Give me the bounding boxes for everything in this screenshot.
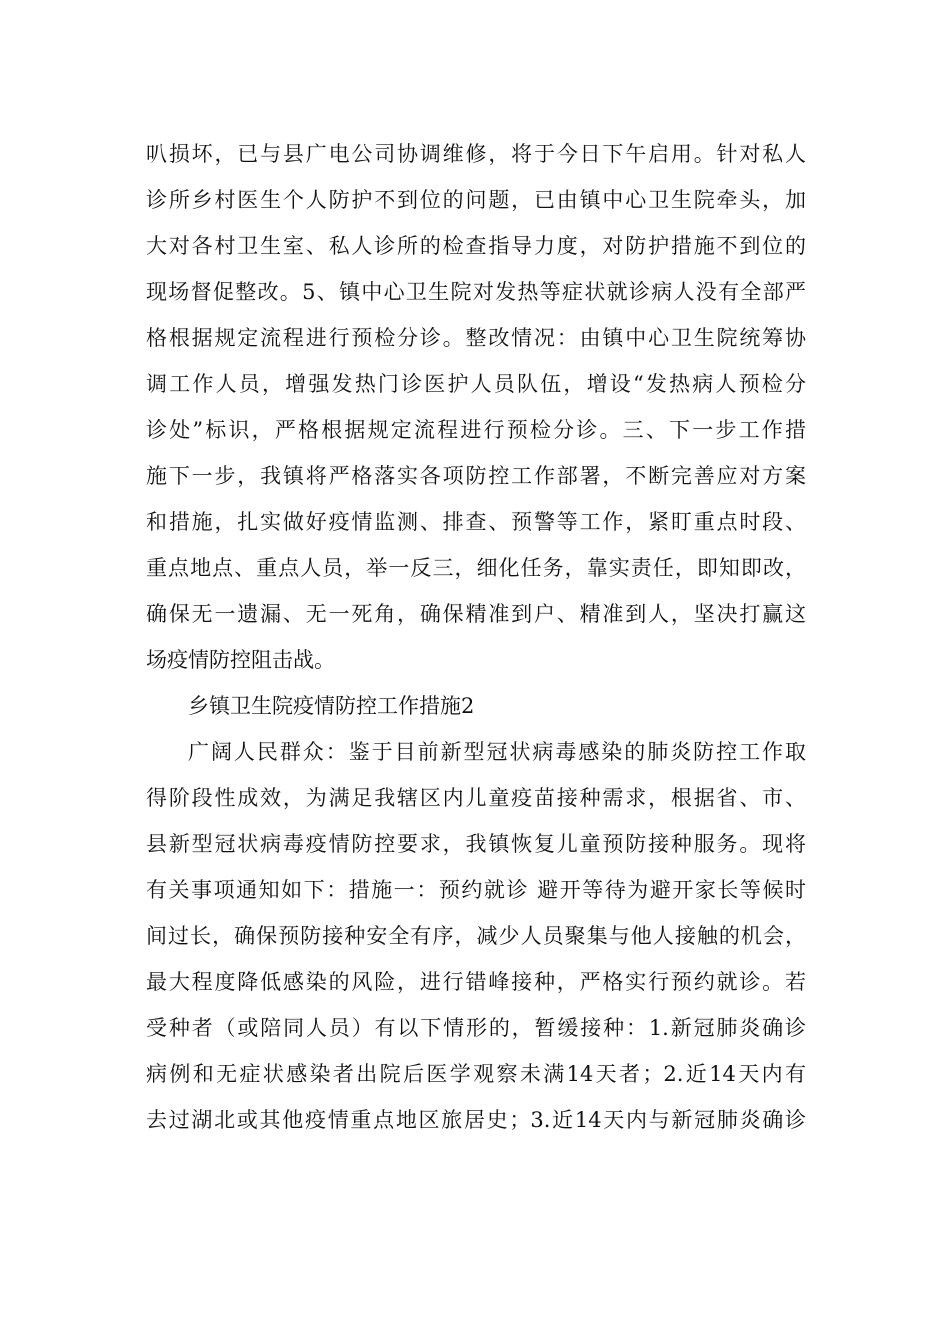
text-line: 重点地点、重点人员，举一反三，细化任务，靠实责任，即知即改， [146, 556, 806, 580]
text-line: 诊处”标识，严格根据规定流程进行预检分诊。三、下一步工作措 [146, 418, 806, 442]
text-line: 大对各村卫生室、私人诊所的检查指导力度，对防护措施不到位的 [146, 234, 806, 258]
text-line: 诊所乡村医生个人防护不到位的问题，已由镇中心卫生院牵头，加 [146, 188, 806, 212]
text-line: 格根据规定流程进行预检分诊。整改情况：由镇中心卫生院统筹协 [146, 326, 806, 350]
section-heading: 乡镇卫生院疫情防控工作措施2 [188, 694, 475, 718]
text-line: 最大程度降低感染的风险，进行错峰接种，严格实行预约就诊。若 [146, 970, 806, 994]
text-line: 间过长，确保预防接种安全有序，减少人员聚集与他人接触的机会， [146, 924, 806, 948]
text-line: 和措施，扎实做好疫情监测、排查、预警等工作，紧盯重点时段、 [146, 510, 806, 534]
text-line: 有关事项通知如下：措施一：预约就诊 避开等待为避开家长等候时 [146, 878, 806, 902]
text-line: 县新型冠状病毒疫情防控要求，我镇恢复儿童预防接种服务。现将 [146, 832, 806, 856]
text-line: 受种者（或陪同人员）有以下情形的，暂缓接种：1.新冠肺炎确诊 [146, 1016, 806, 1040]
text-line: 确保无一遗漏、无一死角，确保精准到户、精准到人，坚决打赢这 [146, 602, 806, 626]
text-line: 广阔人民群众：鉴于目前新型冠状病毒感染的肺炎防控工作取 [188, 740, 806, 764]
text-line: 施下一步，我镇将严格落实各项防控工作部署，不断完善应对方案 [146, 464, 806, 488]
text-line: 去过湖北或其他疫情重点地区旅居史；3.近14天内与新冠肺炎确诊 [146, 1108, 806, 1132]
text-line: 现场督促整改。5、镇中心卫生院对发热等症状就诊病人没有全部严 [146, 280, 806, 304]
text-line: 得阶段性成效，为满足我辖区内儿童疫苗接种需求，根据省、市、 [146, 786, 806, 810]
text-line: 场疫情防控阻击战。 [146, 648, 335, 672]
text-line: 叭损坏，已与县广电公司协调维修，将于今日下午启用。针对私人 [146, 142, 806, 166]
text-line: 病例和无症状感染者出院后医学观察未满14天者；2.近14天内有 [146, 1062, 806, 1086]
text-line: 调工作人员，增强发热门诊医护人员队伍，增设“发热病人预检分 [146, 372, 806, 396]
